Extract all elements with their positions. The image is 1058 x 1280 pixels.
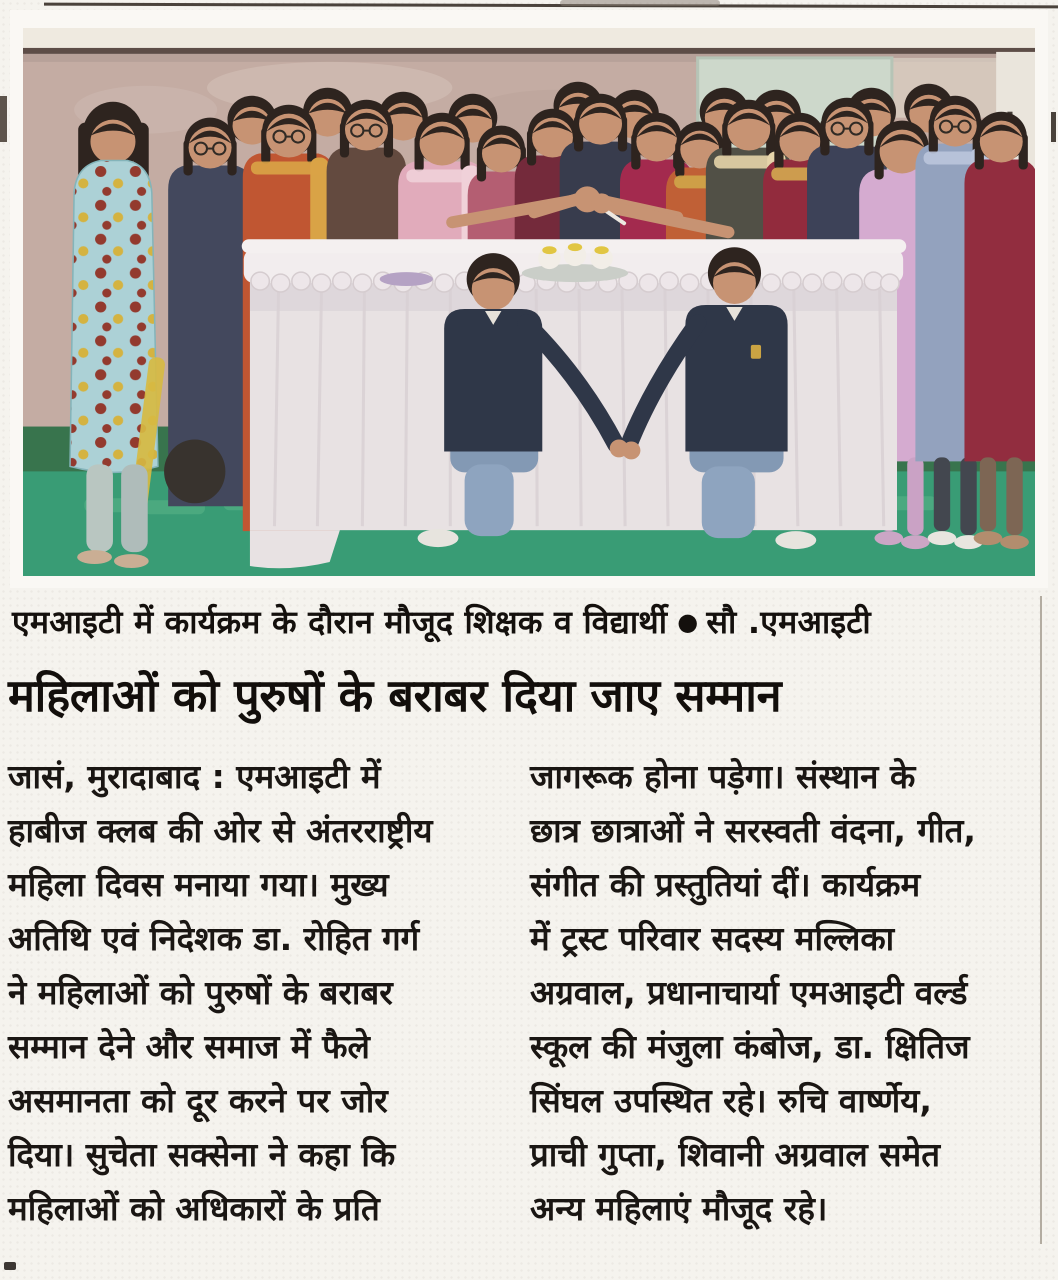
photo-caption [12,600,1026,643]
article-line: सिंघल उपस्थित रहे। रुचि वार्ष्णेय, [530,1081,932,1120]
article-line: अतिथि एवं निदेशक डा. रोहित गर्ग [8,919,420,958]
article-line: सम्मान देने और समाज में फैले [8,1027,370,1066]
scan-artifact-right-edge [1051,112,1056,142]
article-line: अग्रवाल, प्रधानाचार्या एमआइटी वर्ल्ड [530,973,968,1012]
article-line: दिया। सुचेता सक्सेना ने कहा कि [8,1135,396,1174]
article-line: महिला दिवस मनाया गया। मुख्य [8,865,389,904]
article-line: जासं, मुरादाबाद : एमआइटी में [8,757,381,796]
caption-bullet-icon: ● [677,608,699,636]
scan-wash [23,28,1035,576]
article-headline: महिलाओं को पुरुषों के बराबर दिया जाए सम्मान [8,669,782,722]
article-line: छात्र छात्राओं ने सरस्वती वंदना, गीत, [530,811,976,850]
article-line: असमानता को दूर करने पर जोर [8,1081,388,1120]
article-column-left [8,750,516,1236]
article-body [8,750,1038,1236]
scan-artifact-top-line [44,3,1058,9]
article-line: महिलाओं को अधिकारों के प्रति [8,1189,380,1228]
article-line: स्कूल की मंजुला कंबोज, डा. क्षितिज [530,1027,970,1066]
article-line: ने महिलाओं को पुरुषों के बराबर [8,973,393,1012]
photo-illustration [23,28,1035,576]
caption-credit: सौ .एमआइटी [706,603,871,641]
article-column-right [530,750,1038,1236]
scan-artifact-smudge [560,0,720,6]
photo-canvas [23,28,1035,576]
article-line: हाबीज क्लब की ओर से अंतरराष्ट्रीय [8,811,433,850]
caption-text: एमआइटी में कार्यक्रम के दौरान मौजूद शिक्षक व विद्यार्थी [12,603,668,641]
scan-artifact-left-edge [0,96,7,142]
article-line: प्राची गुप्ता, शिवानी अग्रवाल समेत [530,1135,941,1174]
article-line: में ट्रस्ट परिवार सदस्य मल्लिका [530,919,895,958]
article-line: अन्य महिलाएं मौजूद रहे। [530,1189,828,1228]
event-photograph [10,10,1048,588]
article-line: संगीत की प्रस्तुतियां दीं। कार्यक्रम [530,865,921,904]
column-rule [1040,596,1042,1244]
article-line: जागरूक होना पड़ेगा। संस्थान के [530,757,916,796]
scan-artifact-corner-dot [4,1262,16,1270]
